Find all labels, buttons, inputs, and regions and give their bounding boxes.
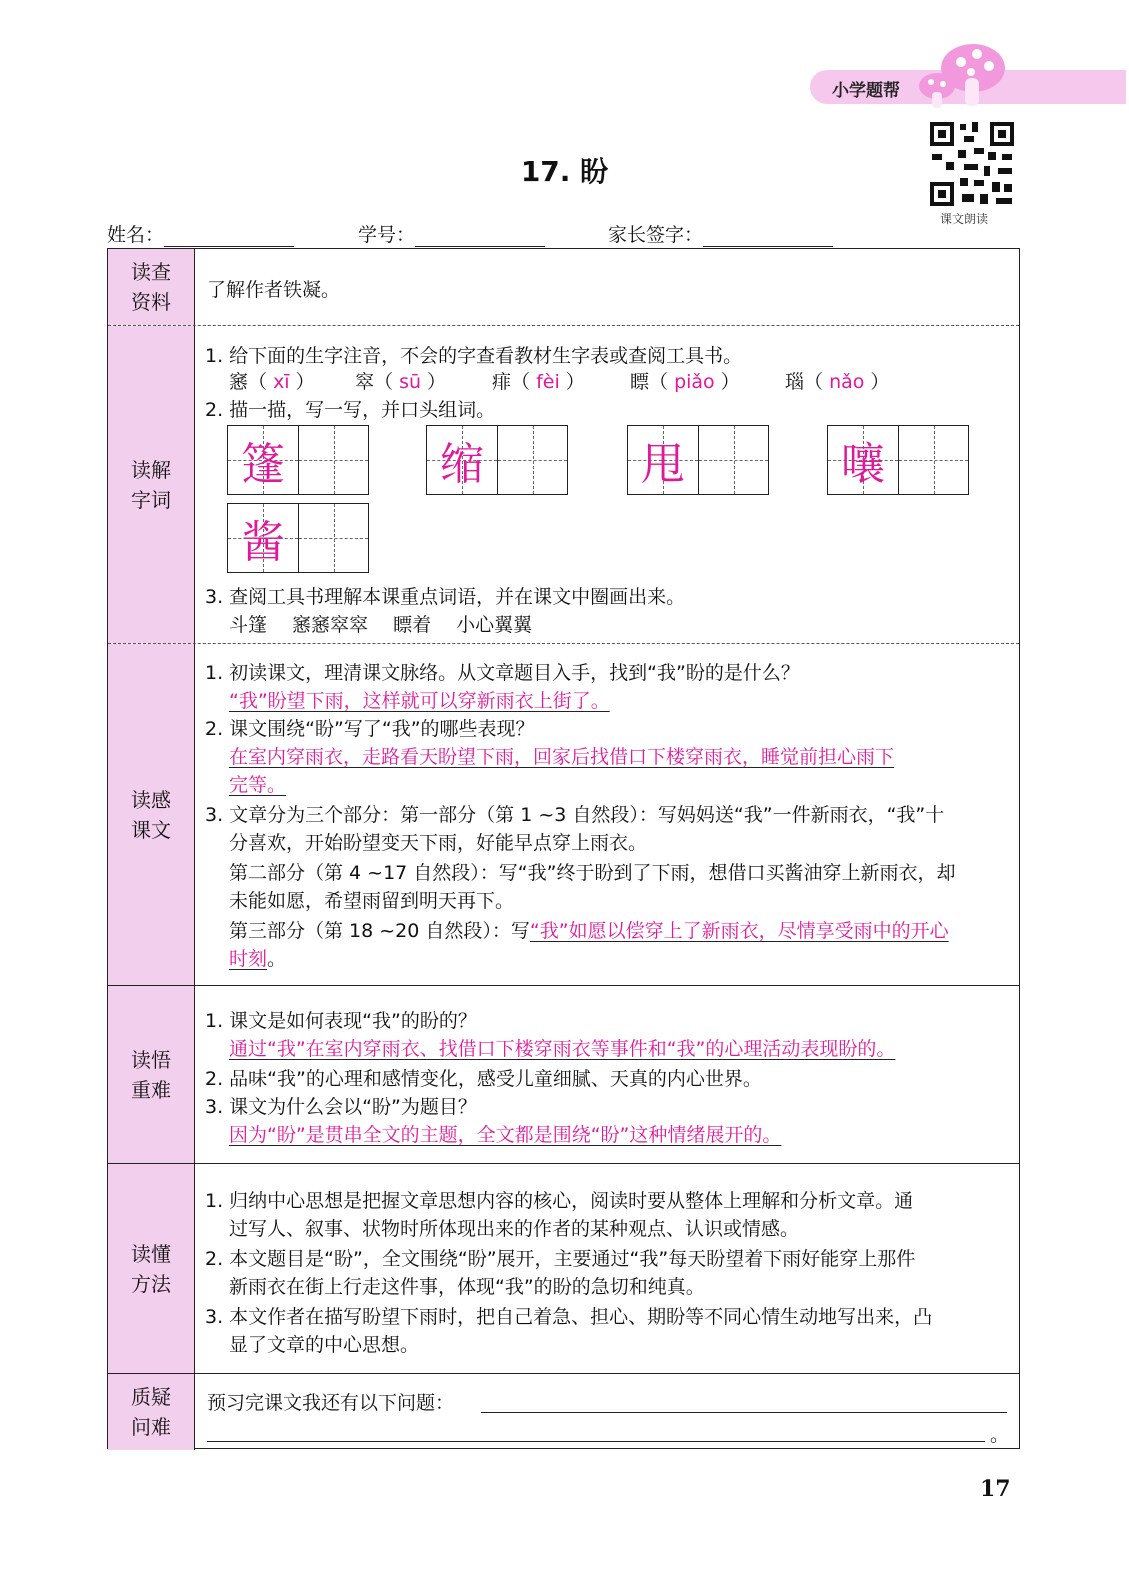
key-a3: 因为“盼”是贯串全文的主题，全文都是围绕“盼”这种情绪展开的。 [229,1124,782,1146]
pinyin-item[interactable]: 窸（ xī ） [229,371,315,393]
section-label: 读懂方法 [108,1164,195,1373]
parent-signature-label: 家长签字： [608,224,704,246]
writing-grid[interactable] [627,425,769,495]
key-q1: 1. 课文是如何表现“我”的盼的？ [205,1010,477,1032]
section-methods [108,1163,1019,1373]
method-line: 3. 本文作者在描写盼望下雨时，把自己着急、担心、期盼等不同心情生动地写出来，凸 [205,1306,933,1328]
question-blank-line[interactable] [207,1440,985,1442]
method-line: 显了文章的中心思想。 [229,1334,420,1356]
traced-char: 甩 [641,439,685,490]
student-id-field[interactable] [358,220,545,247]
name-blank[interactable] [164,226,294,247]
comp-q3-line2: 分喜欢，开始盼望变天下雨，好能早点穿上雨衣。 [229,832,648,854]
traced-char: 缩 [440,439,484,490]
method-line: 过写人、叙事、状物时所体现出来的作者的某种观点、认识或情感。 [229,1218,800,1240]
words-q2: 2. 描一描，写一写，并口头组词。 [205,399,496,421]
mushroom-logo-icon [905,40,1005,110]
pinyin-item[interactable]: 窣（ sū ） [355,371,447,393]
pinyin-item[interactable]: 痱（ fèi ） [492,371,585,393]
question-blank-line[interactable] [481,1411,1007,1413]
writing-grid[interactable] [426,425,568,495]
comp-q1: 1. 初读课文，理清课文脉络。从文章题目入手，找到“我”盼的是什么？ [205,662,800,684]
comp-q3-line1: 3. 文章分为三个部分：第一部分（第 1 ~3 自然段）：写妈妈送“我”一件新雨衣，“我”十 [205,804,945,826]
blank-cell[interactable] [698,426,768,494]
comp-a2-line1: 在室内穿雨衣，走路看天盼望下雨，回家后找借口下楼穿雨衣，睡觉前担心雨下 [229,746,895,768]
parent-signature-field[interactable] [608,220,833,247]
blank-cell[interactable] [298,504,368,572]
key-q3: 3. 课文为什么会以“盼”为题目？ [205,1096,477,1118]
section-label: 读悟重难 [108,986,195,1163]
traced-char: 嚷 [841,439,885,490]
method-line: 2. 本文题目是“盼”，全文围绕“盼”展开，主要通过“我”每天盼望着下雨好能穿上那件 [205,1248,916,1270]
section-key-points [108,985,1019,1163]
comp-a3-line1: “我”如愿以偿穿上了新雨衣，尽情享受雨中的开心 [529,920,949,942]
comp-a2-line2: 完等。 [229,774,287,796]
section-label: 读解字词 [108,326,195,643]
comp-a3-line2-row: 时刻。 [229,948,287,970]
student-id-label: 学号： [358,224,416,246]
key-a1: 通过“我”在室内穿雨衣、找借口下楼穿雨衣等事件和“我”的心理活动表现盼的。 [229,1038,896,1060]
comp-q3-line5: 第三部分（第 18 ~20 自然段）：写“我”如愿以偿穿上了新雨衣，尽情享受雨中的开心 [229,920,949,942]
qr-caption: 课文朗读 [940,212,989,226]
pinyin-item[interactable]: 瑙（ nǎo ） [785,371,890,393]
comp-a3-line2: 时刻 [229,948,268,970]
comp-q3-line3: 第二部分（第 4 ~17 自然段）：写“我”终于盼到了下雨，想借口买酱油穿上新雨衣，却 [229,862,956,884]
worksheet-table [107,248,1020,1449]
pinyin-item[interactable]: 瞟（ piǎo ） [630,371,740,393]
comp-q2: 2. 课文围绕“盼”写了“我”的哪些表现？ [205,718,535,740]
blank-cell[interactable] [497,426,567,494]
page-number: 17 [980,1476,1011,1502]
section-questions [108,1373,1019,1450]
section-label: 读查资料 [108,249,195,325]
traced-char: 酱 [241,517,285,568]
student-id-blank[interactable] [415,226,545,247]
section-label: 读感课文 [108,644,195,985]
lesson-title: 17. 盼 [520,155,609,188]
blank-cell[interactable] [898,426,968,494]
name-label: 姓名： [107,224,165,246]
traced-char: 篷 [241,439,285,490]
parent-signature-blank[interactable] [703,226,833,247]
writing-grid[interactable] [227,503,369,573]
writing-grid[interactable] [227,425,369,495]
blank-cell[interactable] [298,426,368,494]
method-line: 新雨衣在街上行走这件事，体现“我”的盼的急切和纯真。 [229,1276,705,1298]
name-field[interactable] [107,220,294,247]
section-words [108,325,1019,643]
questions-prompt: 预习完课文我还有以下问题： [207,1392,455,1414]
comp-a1: “我”盼望下雨，这样就可以穿新雨衣上街了。 [229,690,610,712]
questions-end-mark: 。 [990,1424,1010,1446]
materials-text: 了解作者铁凝。 [207,279,341,301]
writing-grid[interactable] [827,425,969,495]
key-words: 斗篷 窸窸窣窣 瞟着 小心翼翼 [229,614,533,636]
key-q2: 2. 品味“我”的心理和感情变化，感受儿童细腻、天真的内心世界。 [205,1068,762,1090]
words-q1: 1. 给下面的生字注音，不会的字查看教材生字表或查阅工具书。 [205,345,743,367]
section-label: 质疑问难 [108,1374,195,1450]
comp-q3-line4: 未能如愿，希望雨留到明天再下。 [229,890,515,912]
brand-name: 小学题帮 [832,81,900,101]
method-line: 1. 归纳中心思想是把握文章思想内容的核心，阅读时要从整体上理解和分析文章。通 [205,1190,914,1212]
section-comprehension [108,643,1019,985]
section-reading-materials [108,249,1019,325]
words-q3: 3. 查阅工具书理解本课重点词语，并在课文中圈画出来。 [205,586,686,608]
